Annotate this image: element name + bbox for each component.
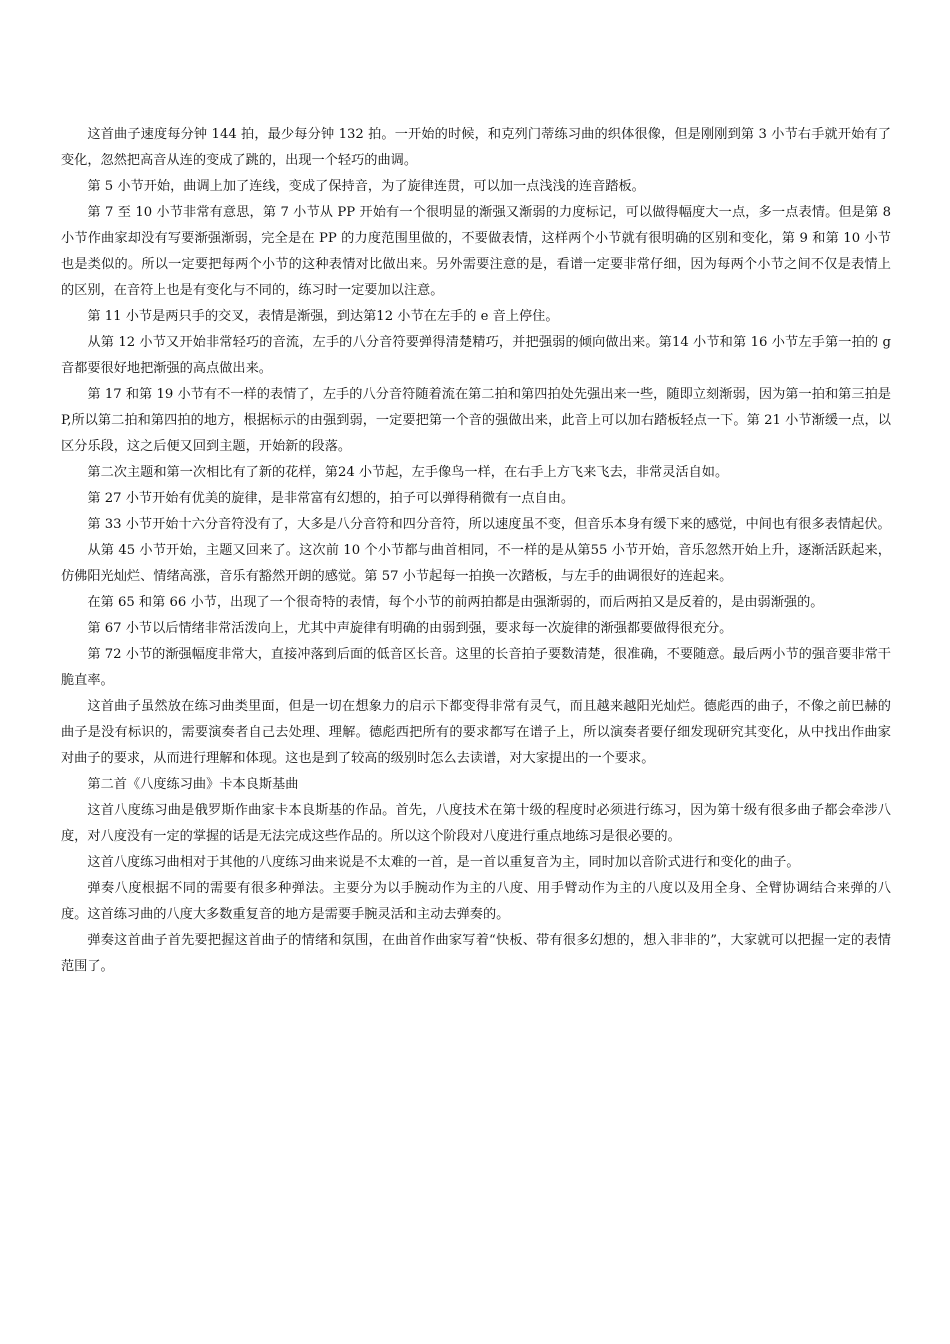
paragraph-tempo: 这首曲子速度每分钟 144 拍，最少每分钟 132 拍。一开始的时候，和克列门蒂练习曲的织体很像，但是刚刚到第 3 小节右手就开始有了变化，忽然把高音从连的变成了跳的，出现一个轻巧的曲调。 <box>61 127 891 168</box>
paragraph-octave-difficulty: 这首八度练习曲相对于其他的八度练习曲来说是不太难的一首，是一首以重复音为主，同时加以音阶式进行和变化的曲子。 <box>87 855 800 870</box>
paragraph-second-theme: 第二次主题和第一次相比有了新的花样，第24 小节起，左手像鸟一样，在右手上方飞来飞去，非常灵活自如。 <box>87 465 729 480</box>
paragraph-bar-12: 从第 12 小节又开始非常轻巧的音流，左手的八分音符要弹得清楚精巧，并把强弱的倾向做出来。第14 小节和第 16 小节左手第一拍的 g 音都要很好地把渐强的高点做出来。 <box>61 335 891 376</box>
paragraph-bar-33: 第 33 小节开始十六分音符没有了，大多是八分音符和四分音符，所以速度虽不变，但音乐本身有缓下来的感觉，中间也有很多表情起伏。 <box>87 517 891 532</box>
paragraph-octave-intro: 这首八度练习曲是俄罗斯作曲家卡本良斯基的作品。首先，八度技术在第十级的程度时必须进行练习，因为第十级有很多曲子都会牵涉八度，对八度没有一定的掌握的话是无法完成这些作品的。所以这个阶段对八度进行重点地练习是很必要的。 <box>61 803 891 844</box>
paragraph-bar-72: 第 72 小节的渐强幅度非常大，直接冲落到后面的低音区长音。这里的长音拍子要数清楚，很准确，不要随意。最后两小节的强音要非常干脆直率。 <box>61 647 891 688</box>
paragraph-bar-67: 第 67 小节以后情绪非常活泼向上，尤其中声旋律有明确的由弱到强，要求每一次旋律的渐强都要做得很充分。 <box>87 621 733 636</box>
paragraph-octave-techniques: 弹奏八度根据不同的需要有很多种弹法。主要分为以手腕动作为主的八度、用手臂动作为主的八度以及用全身、全臂协调结合来弹的八度。这首练习曲的八度大多数重复音的地方是需要手腕灵活和主动去弹奏的。 <box>61 881 891 922</box>
document-page <box>61 122 891 980</box>
paragraph-summary: 这首曲子虽然放在练习曲类里面，但是一切在想象力的启示下都变得非常有灵气，而且越来越阳光灿烂。德彪西的曲子，不像之前巴赫的曲子是没有标识的，需要演奏者自己去处理、理解。德彪西把所有的要求都写在谱子上，所以演奏者要仔细发现研究其变化，从中找出作曲家对曲子的要求，从而进行理解和体现。这也是到了较高的级别时怎么去读谱，对大家提出的一个要求。 <box>61 699 891 766</box>
paragraph-bar-5: 第 5 小节开始，曲调上加了连线，变成了保持音，为了旋律连贯，可以加一点浅浅的连音踏板。 <box>87 179 645 194</box>
paragraph-bar-45: 从第 45 小节开始，主题又回来了。这次前 10 个小节都与曲首相同，不一样的是从第55 小节开始，音乐忽然开始上升，逐渐活跃起来，仿佛阳光灿烂、情绪高涨，音乐有豁然开朗的感觉。第 57 小节起每一拍换一次踏板，与左手的曲调很好的连起来。 <box>61 543 891 584</box>
paragraph-bars-7-10: 第 7 至 10 小节非常有意思，第 7 小节从 PP 开始有一个很明显的渐强又渐弱的力度标记，可以做得幅度大一点，多一点表情。但是第 8 小节作曲家却没有写要渐强渐弱，完全是在 PP 的力度范围里做的，不要做表情，这样两个小节就有很明确的区别和变化，第 9 和第 10 小节也是类似的。所以一定要把每两个小节的这种表情对比做出来。另外需要注意的是，看谱一定要非常仔细，因为每两个小节之间不仅是表情上的区别，在音符上也是有变化与不同的，练习时一定要加以注意。 <box>61 205 891 298</box>
paragraph-bars-17-19: 第 17 和第 19 小节有不一样的表情了，左手的八分音符随着流在第二拍和第四拍处先强出来一些，随即立刻渐弱，因为第一拍和第三拍是 P,所以第二拍和第四拍的地方，根据标示的由强到弱，一定要把第一个音的强做出来，此音上可以加右踏板轻点一下。第 21 小节渐缓一点，以区分乐段，这之后便又回到主题，开始新的段落。 <box>61 387 891 454</box>
paragraph-octave-mood: 弹奏这首曲子首先要把握这首曲子的情绪和氛围，在曲首作曲家写着“快板、带有很多幻想的，想入非非的”，大家就可以把握一定的表情范围了。 <box>61 933 891 974</box>
paragraph-bars-65-66: 在第 65 和第 66 小节，出现了一个很奇特的表情，每个小节的前两拍都是由强渐弱的，而后两拍又是反着的，是由弱渐强的。 <box>87 595 824 610</box>
paragraph-bar-11: 第 11 小节是两只手的交叉，表情是渐强，到达第12 小节在左手的 e 音上停住。 <box>87 309 559 324</box>
section-heading: 第二首《八度练习曲》卡本良斯基曲 <box>87 777 299 792</box>
paragraph-bar-27: 第 27 小节开始有优美的旋律，是非常富有幻想的，拍子可以弹得稍微有一点自由。 <box>87 491 575 506</box>
